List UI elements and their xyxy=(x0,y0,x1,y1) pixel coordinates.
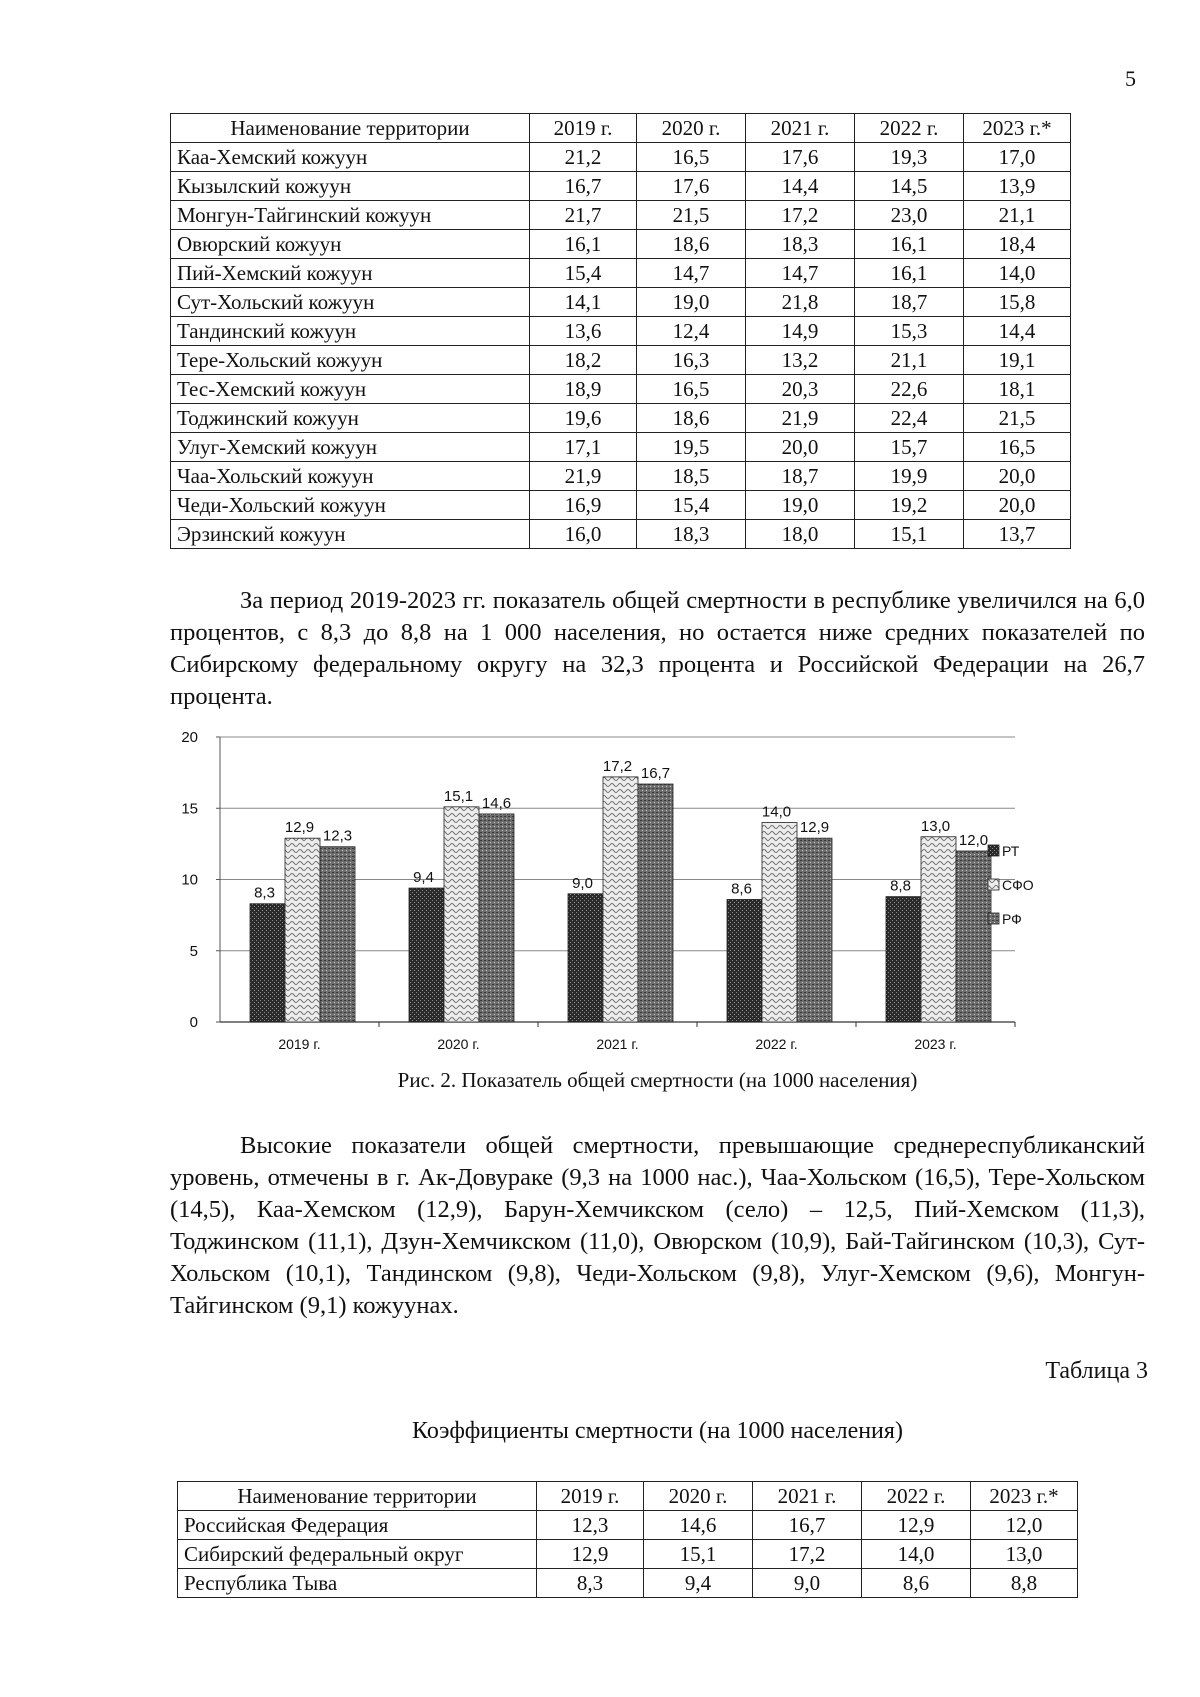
table-header-cell: 2023 г.* xyxy=(964,114,1071,143)
table-row xyxy=(178,1511,1078,1540)
value-cell: 13,0 xyxy=(971,1540,1078,1569)
value-cell: 15,4 xyxy=(530,259,637,288)
value-cell: 20,0 xyxy=(964,491,1071,520)
value-cell: 16,7 xyxy=(753,1511,862,1540)
data-label: 14,0 xyxy=(761,803,792,821)
bar-рф xyxy=(797,838,832,1022)
data-label: 8,3 xyxy=(254,884,275,902)
territory-name-cell: Тандинский кожуун xyxy=(171,317,530,346)
data-label: 8,8 xyxy=(890,877,911,895)
table-row xyxy=(178,1569,1078,1598)
data-label: 14,6 xyxy=(481,794,512,812)
table-row xyxy=(171,404,1071,433)
value-cell: 18,5 xyxy=(637,462,746,491)
data-label: 17,2 xyxy=(602,757,633,775)
value-cell: 15,4 xyxy=(637,491,746,520)
territory-name-cell: Тоджинский кожуун xyxy=(171,404,530,433)
x-category-label: 2023 г. xyxy=(914,1036,957,1052)
x-category-label: 2022 г. xyxy=(755,1036,798,1052)
value-cell: 21,1 xyxy=(855,346,964,375)
value-cell: 19,5 xyxy=(637,433,746,462)
value-cell: 13,9 xyxy=(964,172,1071,201)
table-row xyxy=(171,201,1071,230)
table-header-cell: 2021 г. xyxy=(753,1482,862,1511)
table-row xyxy=(171,433,1071,462)
value-cell: 8,8 xyxy=(971,1569,1078,1598)
value-cell: 16,3 xyxy=(637,346,746,375)
value-cell: 15,1 xyxy=(644,1540,753,1569)
value-cell: 21,5 xyxy=(637,201,746,230)
value-cell: 15,7 xyxy=(855,433,964,462)
y-tick-label: 0 xyxy=(189,1014,198,1031)
table-row xyxy=(171,346,1071,375)
table-header-cell: 2019 г. xyxy=(537,1482,644,1511)
territory-name-cell: Российская Федерация xyxy=(178,1511,537,1540)
value-cell: 16,1 xyxy=(530,230,637,259)
value-cell: 21,8 xyxy=(746,288,855,317)
value-cell: 19,3 xyxy=(855,143,964,172)
bar-рт xyxy=(568,894,603,1022)
data-label: 9,4 xyxy=(413,869,434,887)
y-tick-label: 10 xyxy=(181,871,198,889)
figure-caption: Рис. 2. Показатель общей смертности (на 1000 населения) xyxy=(397,1068,918,1092)
value-cell: 13,6 xyxy=(530,317,637,346)
territory-name-cell: Овюрский кожуун xyxy=(171,230,530,259)
value-cell: 17,6 xyxy=(746,143,855,172)
value-cell: 12,9 xyxy=(862,1511,971,1540)
value-cell: 19,1 xyxy=(964,346,1071,375)
territory-name-cell: Чеди-Хольский кожуун xyxy=(171,491,530,520)
table-row xyxy=(171,375,1071,404)
value-cell: 21,7 xyxy=(530,201,637,230)
value-cell: 23,0 xyxy=(855,201,964,230)
high-mortality-text: Высокие показатели общей смертности, превышающие среднереспубликанский уровень, отмечены в г. Ак-Довураке (9,3 на 1000 нас.), Чаа-Хольском (16,5), Тере-Хольском (14,5), Каа-Хемском (12,9), Барун-Хемчикском (село) – 12,5, Пий-Хемском (11,3), Тоджинском (11,1), Дзун-Хемчикском (11,0), Овюрском (10,9), Бай-Тайгинском (10,3), Сут-Хольском (10,1), Тандинском (9,8), Чеди-Хольском (9,8), Улуг-Хемском (9,6), Монгун-Тайгинском (9,1) кожуунах. xyxy=(170,1132,1145,1319)
value-cell: 16,1 xyxy=(855,230,964,259)
bar-рт xyxy=(727,899,762,1022)
value-cell: 14,7 xyxy=(746,259,855,288)
value-cell: 18,1 xyxy=(964,375,1071,404)
y-tick-label: 5 xyxy=(189,942,198,960)
value-cell: 16,1 xyxy=(855,259,964,288)
value-cell: 12,0 xyxy=(971,1511,1078,1540)
y-tick-label: 20 xyxy=(181,729,198,746)
x-category-label: 2021 г. xyxy=(596,1036,639,1052)
page-number: 5 xyxy=(1125,66,1136,91)
legend-label: СФО xyxy=(1002,877,1034,893)
bar-сфо xyxy=(444,807,479,1022)
territory-name-cell: Тес-Хемский кожуун xyxy=(171,375,530,404)
legend-swatch-сфо xyxy=(988,879,999,890)
value-cell: 14,4 xyxy=(964,317,1071,346)
territory-name-cell: Эрзинский кожуун xyxy=(171,520,530,549)
mortality-by-district-table xyxy=(170,113,1071,549)
territory-name-cell: Улуг-Хемский кожуун xyxy=(171,433,530,462)
table-row xyxy=(171,520,1071,549)
table-row xyxy=(171,462,1071,491)
table-row xyxy=(171,491,1071,520)
territory-name-cell: Пий-Хемский кожуун xyxy=(171,259,530,288)
bar-рф xyxy=(320,847,355,1022)
value-cell: 14,1 xyxy=(530,288,637,317)
value-cell: 14,0 xyxy=(964,259,1071,288)
legend-label: РФ xyxy=(1002,911,1022,927)
table-header-cell: 2022 г. xyxy=(855,114,964,143)
table-row xyxy=(171,230,1071,259)
data-label: 8,6 xyxy=(731,880,752,898)
value-cell: 21,9 xyxy=(746,404,855,433)
data-label: 12,9 xyxy=(799,819,830,837)
value-cell: 20,0 xyxy=(746,433,855,462)
value-cell: 18,7 xyxy=(855,288,964,317)
value-cell: 16,5 xyxy=(964,433,1071,462)
bar-сфо xyxy=(762,823,797,1023)
value-cell: 8,6 xyxy=(862,1569,971,1598)
value-cell: 18,6 xyxy=(637,404,746,433)
table-header-cell: 2023 г.* xyxy=(971,1482,1078,1511)
legend-label: РТ xyxy=(1002,843,1020,859)
bar-сфо xyxy=(285,838,320,1022)
value-cell: 18,3 xyxy=(637,520,746,549)
value-cell: 18,9 xyxy=(530,375,637,404)
value-cell: 18,0 xyxy=(746,520,855,549)
data-label: 12,0 xyxy=(958,832,989,849)
value-cell: 19,9 xyxy=(855,462,964,491)
table-row xyxy=(171,172,1071,201)
value-cell: 15,8 xyxy=(964,288,1071,317)
territory-name-cell: Каа-Хемский кожуун xyxy=(171,143,530,172)
bar-рт xyxy=(250,904,285,1022)
bar-рт xyxy=(886,897,921,1022)
value-cell: 9,4 xyxy=(644,1569,753,1598)
mortality-coefficients-table xyxy=(177,1481,1078,1598)
value-cell: 16,9 xyxy=(530,491,637,520)
table-title: Коэффициенты смертности (на 1000 населения) xyxy=(412,1418,903,1444)
table-number-label: Таблица 3 xyxy=(1045,1358,1148,1384)
mortality-summary-text: За период 2019-2023 гг. показатель общей смертности в республике увеличился на 6,0 процентов, с 8,3 до 8,8 на 1 000 населения, но остается ниже средних показателей по Сибирскому федеральному округу на 32,3 процента и Российской Федерации на 26,7 процента. xyxy=(170,587,1145,710)
table-header-cell: Наименование территории xyxy=(171,114,530,143)
table-row xyxy=(178,1540,1078,1569)
mortality-summary-paragraph xyxy=(170,585,1145,713)
value-cell: 18,4 xyxy=(964,230,1071,259)
value-cell: 17,6 xyxy=(637,172,746,201)
value-cell: 13,7 xyxy=(964,520,1071,549)
value-cell: 15,3 xyxy=(855,317,964,346)
legend-swatch-рт xyxy=(988,845,999,856)
table-row xyxy=(171,288,1071,317)
value-cell: 19,0 xyxy=(637,288,746,317)
bar-сфо xyxy=(921,837,956,1022)
territory-name-cell: Кызылский кожуун xyxy=(171,172,530,201)
value-cell: 16,7 xyxy=(530,172,637,201)
data-label: 15,1 xyxy=(443,787,474,805)
bar-рф xyxy=(479,814,514,1022)
value-cell: 19,2 xyxy=(855,491,964,520)
table-row xyxy=(171,143,1071,172)
value-cell: 22,4 xyxy=(855,404,964,433)
value-cell: 18,6 xyxy=(637,230,746,259)
value-cell: 18,3 xyxy=(746,230,855,259)
table-header-cell: 2022 г. xyxy=(862,1482,971,1511)
territory-name-cell: Республика Тыва xyxy=(178,1569,537,1598)
value-cell: 17,1 xyxy=(530,433,637,462)
value-cell: 17,0 xyxy=(964,143,1071,172)
table-header-row xyxy=(171,114,1071,143)
value-cell: 21,1 xyxy=(964,201,1071,230)
territory-name-cell: Сут-Хольский кожуун xyxy=(171,288,530,317)
value-cell: 14,7 xyxy=(637,259,746,288)
value-cell: 14,5 xyxy=(855,172,964,201)
value-cell: 14,0 xyxy=(862,1540,971,1569)
x-category-label: 2019 г. xyxy=(278,1036,321,1052)
x-category-label: 2020 г. xyxy=(437,1036,480,1052)
value-cell: 15,1 xyxy=(855,520,964,549)
table-header-cell: 2020 г. xyxy=(644,1482,753,1511)
territory-name-cell: Монгун-Тайгинский кожуун xyxy=(171,201,530,230)
value-cell: 17,2 xyxy=(746,201,855,230)
value-cell: 12,9 xyxy=(537,1540,644,1569)
data-label: 16,7 xyxy=(640,765,671,783)
value-cell: 19,6 xyxy=(530,404,637,433)
table-header-row xyxy=(178,1482,1078,1511)
table-row xyxy=(171,317,1071,346)
territory-name-cell: Тере-Хольский кожуун xyxy=(171,346,530,375)
value-cell: 18,2 xyxy=(530,346,637,375)
value-cell: 12,4 xyxy=(637,317,746,346)
value-cell: 14,9 xyxy=(746,317,855,346)
high-mortality-paragraph xyxy=(170,1130,1145,1322)
data-label: 9,0 xyxy=(572,874,593,892)
value-cell: 14,4 xyxy=(746,172,855,201)
bar-рт xyxy=(409,888,444,1022)
table-row xyxy=(171,259,1071,288)
value-cell: 18,7 xyxy=(746,462,855,491)
y-tick-label: 15 xyxy=(181,800,198,818)
data-label: 13,0 xyxy=(920,817,951,835)
value-cell: 9,0 xyxy=(753,1569,862,1598)
value-cell: 13,2 xyxy=(746,346,855,375)
table-header-cell: 2021 г. xyxy=(746,114,855,143)
value-cell: 16,5 xyxy=(637,143,746,172)
legend-swatch-рф xyxy=(988,913,999,924)
bar-рф xyxy=(638,784,673,1022)
value-cell: 20,0 xyxy=(964,462,1071,491)
value-cell: 21,2 xyxy=(530,143,637,172)
value-cell: 20,3 xyxy=(746,375,855,404)
value-cell: 8,3 xyxy=(537,1569,644,1598)
territory-name-cell: Чаа-Хольский кожуун xyxy=(171,462,530,491)
mortality-bar-chart xyxy=(170,722,1090,1067)
value-cell: 16,5 xyxy=(637,375,746,404)
table-header-cell: 2020 г. xyxy=(637,114,746,143)
value-cell: 12,3 xyxy=(537,1511,644,1540)
data-label: 12,3 xyxy=(322,827,353,845)
value-cell: 16,0 xyxy=(530,520,637,549)
value-cell: 17,2 xyxy=(753,1540,862,1569)
value-cell: 21,9 xyxy=(530,462,637,491)
bar-рф xyxy=(956,851,991,1022)
territory-name-cell: Сибирский федеральный округ xyxy=(178,1540,537,1569)
data-label: 12,9 xyxy=(284,819,315,837)
value-cell: 14,6 xyxy=(644,1511,753,1540)
bar-сфо xyxy=(603,777,638,1022)
value-cell: 19,0 xyxy=(746,491,855,520)
table-header-cell: 2019 г. xyxy=(530,114,637,143)
value-cell: 21,5 xyxy=(964,404,1071,433)
value-cell: 22,6 xyxy=(855,375,964,404)
table-header-cell: Наименование территории xyxy=(178,1482,537,1511)
